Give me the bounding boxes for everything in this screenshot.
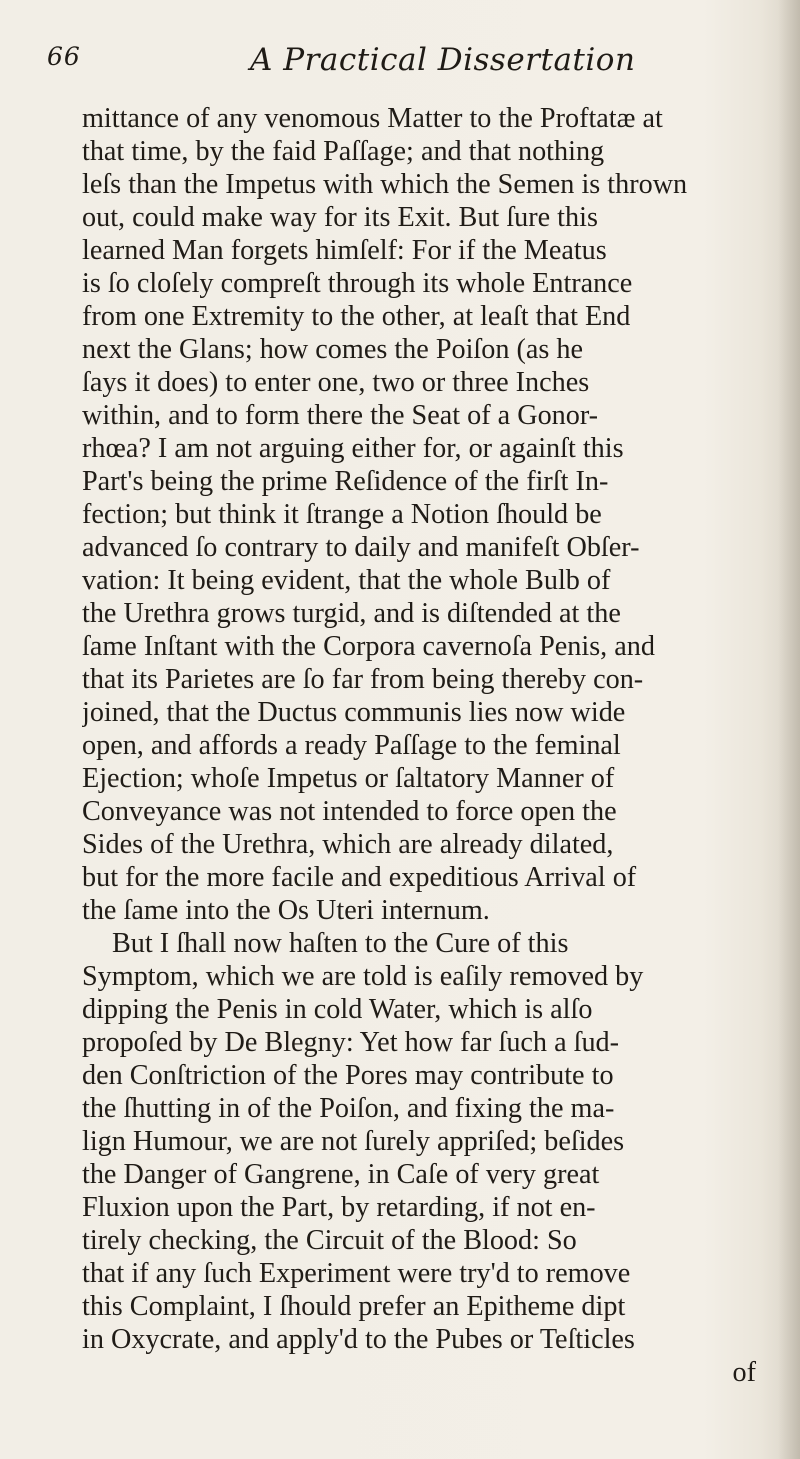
page-header bbox=[0, 42, 800, 92]
text-line: ſays it does) to enter one, two or three Inches bbox=[82, 367, 590, 398]
text-line: tirely checking, the Circuit of the Blood: So bbox=[82, 1225, 577, 1256]
text-line: but for the more facile and expeditious Arrival of bbox=[82, 862, 637, 893]
text-line: this Complaint, I ſhould prefer an Epitheme dipt bbox=[82, 1291, 626, 1322]
text-line: Part's being the prime Reſidence of the firſt In- bbox=[82, 466, 609, 497]
text-line: Fluxion upon the Part, by retarding, if not en- bbox=[82, 1192, 596, 1223]
text-line: propoſed by De Blegny: Yet how far ſuch a ſud- bbox=[82, 1027, 620, 1058]
page-number: 66 bbox=[47, 42, 81, 71]
text-line: fection; but think it ſtrange a Notion ſhould be bbox=[82, 499, 602, 530]
text-line: that if any ſuch Experiment were try'd to remove bbox=[82, 1258, 631, 1289]
text-line: Symptom, which we are told is eaſily removed by bbox=[82, 961, 644, 992]
text-line: learned Man forgets himſelf: For if the Meatus bbox=[82, 235, 607, 266]
text-line: joined, that the Ductus communis lies now wide bbox=[82, 697, 626, 728]
text-line: leſs than the Impetus with which the Semen is thrown bbox=[82, 169, 688, 200]
text-line: Sides of the Urethra, which are already dilated, bbox=[82, 829, 614, 860]
text-line: is ſo cloſely compreſt through its whole Entrance bbox=[82, 268, 633, 299]
page-edge-shadow bbox=[778, 0, 800, 1459]
text-line: within, and to form there the Seat of a Gonor- bbox=[82, 400, 599, 431]
text-line: Ejection; whoſe Impetus or ſaltatory Manner of bbox=[82, 763, 615, 794]
text-line: dipping the Penis in cold Water, which is alſo bbox=[82, 994, 593, 1025]
text-line: the ſame into the Os Uteri internum. bbox=[82, 895, 490, 926]
text-line: from one Extremity to the other, at leaſt that End bbox=[82, 301, 631, 332]
text-line: next the Glans; how comes the Poiſon (as he bbox=[82, 334, 584, 365]
text-line: that its Parietes are ſo far from being thereby con- bbox=[82, 664, 644, 695]
text-line: in Oxycrate, and apply'd to the Pubes or Teſticles bbox=[82, 1324, 635, 1355]
text-line: rhœa? I am not arguing either for, or againſt this bbox=[82, 433, 624, 464]
paragraph-start-line: But I ſhall now haſten to the Cure of this bbox=[112, 928, 569, 959]
text-line: ſame Inſtant with the Corpora cavernoſa Penis, and bbox=[82, 631, 655, 662]
text-line: open, and affords a ready Paſſage to the feminal bbox=[82, 730, 621, 761]
text-line: advanced ſo contrary to daily and manifeſt Obſer- bbox=[82, 532, 640, 563]
text-line: lign Humour, we are not ſurely appriſed; beſides bbox=[82, 1126, 625, 1157]
text-line: Conveyance was not intended to force open the bbox=[82, 796, 617, 827]
text-line: the ſhutting in of the Poiſon, and fixing the ma- bbox=[82, 1093, 615, 1124]
text-line: vation: It being evident, that the whole Bulb of bbox=[82, 565, 611, 596]
body-text bbox=[82, 102, 758, 1389]
text-line: mittance of any venomous Matter to the Proftatæ at bbox=[82, 103, 663, 134]
catchword: of bbox=[732, 1357, 756, 1388]
running-title: A Practical Dissertation bbox=[250, 42, 636, 78]
text-line: out, could make way for its Exit. But ſure this bbox=[82, 202, 598, 233]
text-line: that time, by the faid Paſſage; and that nothing bbox=[82, 136, 605, 167]
text-line: den Conſtriction of the Pores may contribute to bbox=[82, 1060, 614, 1091]
text-line: the Danger of Gangrene, in Caſe of very great bbox=[82, 1159, 600, 1190]
text-line: the Urethra grows turgid, and is diſtended at the bbox=[82, 598, 621, 629]
